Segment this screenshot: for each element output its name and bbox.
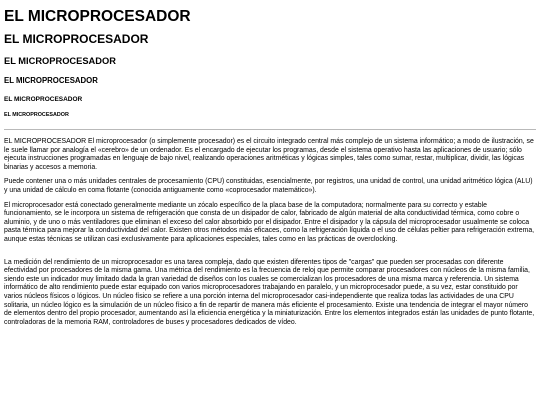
heading-level-6: EL MICROPROCESADOR [4,112,69,119]
paragraph-performance: La medición del rendimiento de un microprocesador es una tarea compleja, dado que existen diferentes tipos de "cargas" que pueden ser procesadas con diferente efectividad por procesadores de la misma gama. Una métrica del rendimiento es la frecuencia de reloj que permite comparar procesadores con núcleos de la misma familia, siendo este un indicador muy limitado dada la gran variedad de diseños con los cuales se comercializan los procesadores de una misma marca y referencia. Un sistema informático de alto rendimiento puede estar equipado con varios microprocesadores trabajando en paralelo, y un microprocesador puede, a su vez, estar constituido por varios núcleos físicos o lógicos. Un núcleo físico se refiere a una porción interna del microprocesador casi-independiente que realiza todas las actividades de una CPU solitaria, un núcleo lógico es la simulación de un núcleo físico a fin de repartir de manera más eficiente el procesamiento. Existe una tendencia de integrar el mayor número de elementos dentro del propio procesador, aumentando así la eficiencia energética y la miniaturización. Entre los elementos integrados están las unidades de punto flotante, controladoras de la memoria RAM, controladores de buses y procesadores dedicados de vídeo. [4,258,535,326]
heading-level-5: EL MICROPROCESADOR [4,96,83,104]
heading-level-4: EL MICROPROCESADOR [4,76,98,86]
paragraph-cpu-units: Puede contener una o más unidades centrales de procesamiento (CPU) constituidas, esencialmente, por registros, una unidad de control, una unidad aritmético lógica (ALU) y una unidad de cálculo en coma flotante (conocida antiguamente como «coprocesador matemático»). [4,178,533,195]
horizontal-divider [4,129,536,130]
heading-level-3: EL MICROPROCESADOR [4,56,116,67]
paragraph-cooling: El microprocesador está conectado generalmente mediante un zócalo específico de la placa base de la computadora; normalmente para su correcto y estable funcionamiento, se le incorpora un sistema de refrigeración que consta de un disipador de calor, fabricado de algún material de alta conductividad térmica, como cobre o aluminio, y de uno o más ventiladores que eliminan el exceso del calor absorbido por el disipador. Entre el disipador y la cápsula del microprocesador usualmente se coloca pasta térmica para mejorar la conductividad del calor. Existen otros métodos más eficaces, como la refrigeración líquida o el uso de células peltier para refrigeración extrema, aunque estas técnicas se utilizan casi exclusivamente para aplicaciones especiales, tales como en las prácticas de overclocking. [4,201,535,244]
heading-level-1: EL MICROPROCESADOR [4,8,191,25]
paragraph-intro: EL MICROPROCESADOR El microprocesador (o simplemente procesador) es el circuito integrado central más complejo de un sistema informático; a modo de ilustración, se le suele llamar por analogía el «cerebro» de un ordenador. Es el encargado de ejecutar los programas, desde el sistema operativo hasta las aplicaciones de usuario; sólo ejecuta instrucciones programadas en lenguaje de bajo nivel, realizando operaciones aritméticas y lógicas simples, tales como sumar, restar, multiplicar, dividir, las lógicas binarias y accesos a memoria. [4,138,534,171]
heading-level-2: EL MICROPROCESADOR [4,32,149,47]
